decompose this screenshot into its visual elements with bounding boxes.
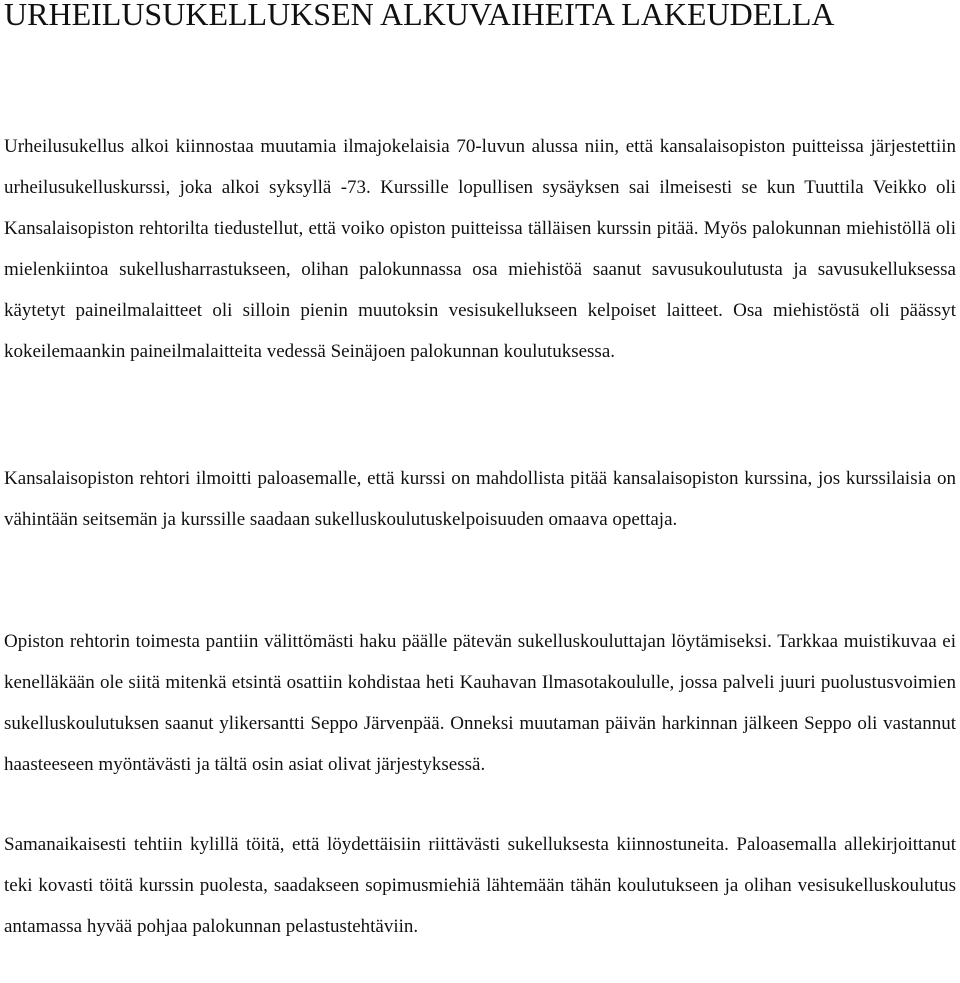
paragraph: Kansalaisopiston rehtori ilmoitti paloasemalle, että kurssi on mahdollista pitää kansalaisopiston kurssina, jos kurssilaisia on vähintään seitsemän ja kurssille saadaan sukelluskoulutuskelpoisuuden omaava opettaja. bbox=[4, 468, 956, 530]
paragraph: Urheilusukellus alkoi kiinnostaa muutamia ilmajokelaisia 70-luvun alussa niin, että kansalaisopiston puitteissa järjestettiin urheilusukelluskurssi, joka alkoi syksyllä -73. Kurssille lopullisen sysäyksen sai ilmeisesti se kun Tuuttila Veikko oli Kansalaisopiston rehtorilta tiedustellut, että voiko opiston puitteissa tälläisen kurssin pitää. Myös palokunnan miehistöllä oli mielenkiintoa sukellusharrastukseen, olihan palokunnassa osa miehistöä saanut savusukoulutusta ja savusukelluksessa käytetyt paineilmalaitteet oli silloin pienin muutoksin vesisukellukseen kelpoiset laitteet. Osa miehistöstä oli päässyt kokeilemaankin paineilmalaitteita vedessä Seinäjoen palokunnan koulutuksessa. bbox=[4, 136, 956, 362]
paragraph: Opiston rehtorin toimesta pantiin välittömästi haku päälle pätevän sukelluskouluttajan löytämiseksi. Tarkkaa muistikuvaa ei kenelläkään ole siitä mitenkä etsintä osattiin kohdistaa heti Kauhavan Ilmasotakoululle, jossa palveli juuri puolustusvoimien sukelluskoulutuksen saanut ylikersantti Seppo Järvenpää. Onneksi muutaman päivän harkinnan jälkeen Seppo oli vastannut haasteeseen myöntävästi ja tältä osin asiat olivat järjestyksessä. bbox=[4, 631, 956, 775]
paragraph: Samanaikaisesti tehtiin kylillä töitä, että löydettäisiin riittävästi sukelluksesta kiinnostuneita. Paloasemalla allekirjoittanut teki kovasti töitä kurssin puolesta, saadakseen sopimusmiehiä lähtemään tähän koulutukseen ja olihan vesisukelluskoulutus antamassa hyvää pohjaa palokunnan pelastustehtäviin. bbox=[4, 834, 956, 937]
document-title: URHEILUSUKELLUKSEN ALKUVAIHEITA LAKEUDELLA bbox=[4, 0, 835, 32]
